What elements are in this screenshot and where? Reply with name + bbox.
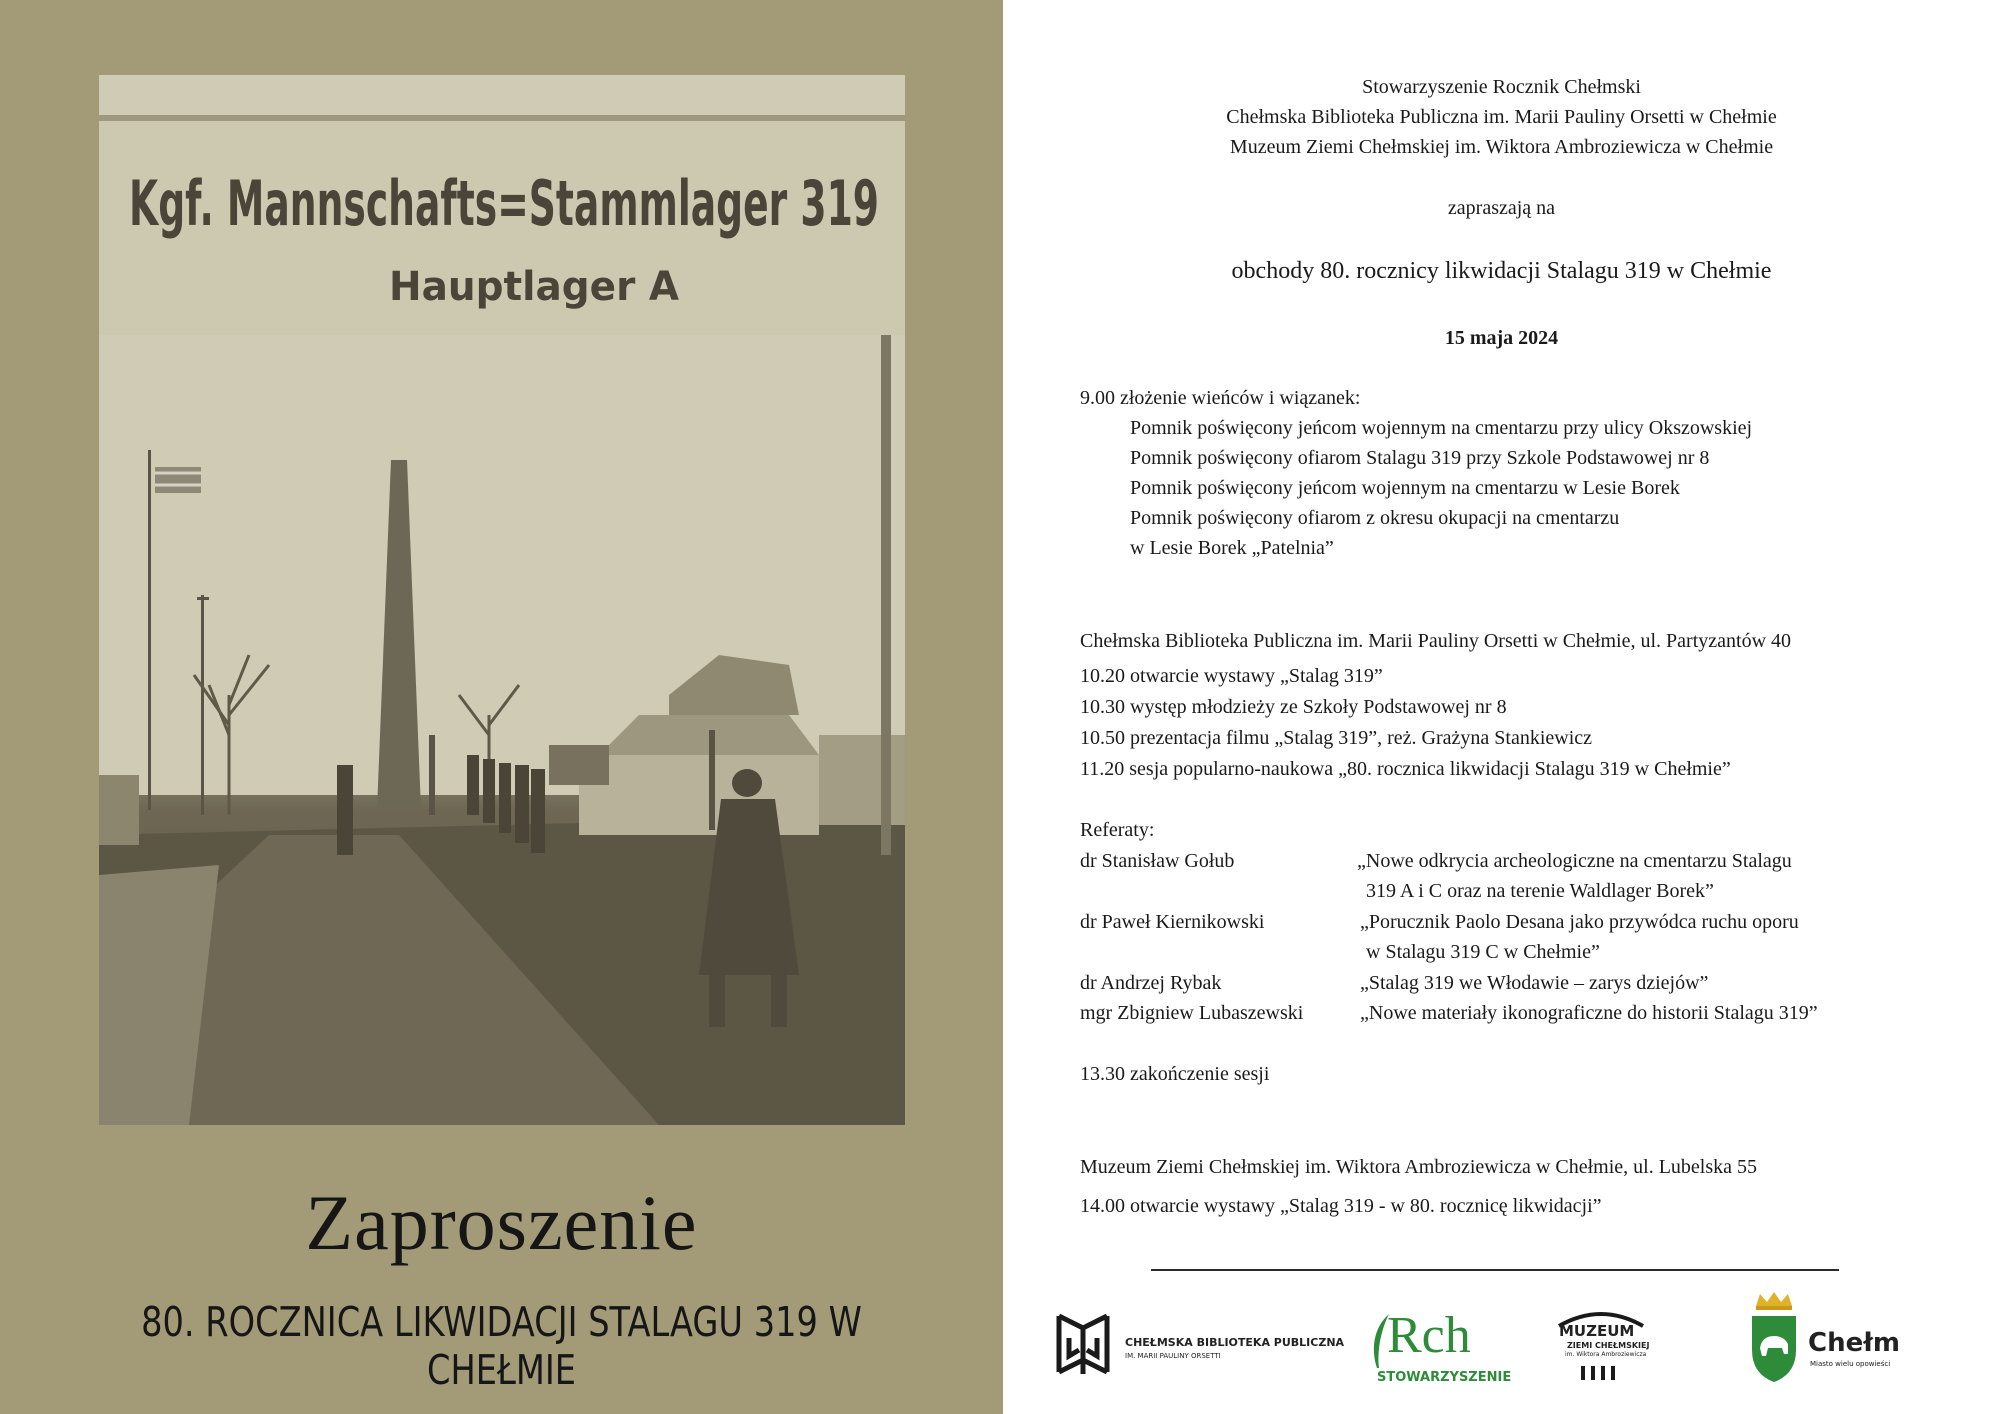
talk-title: „Nowe odkrycia archeologiczne na cmentarzu Stalagu [1357, 850, 1792, 872]
talk-title-cont: 319 A i C oraz na terenie Waldlager Borek” [1366, 880, 1714, 902]
museum-logo [1553, 1308, 1653, 1386]
museum-columns-icon [1579, 1366, 1619, 1380]
organizer-3: Muzeum Ziemi Chełmskiej im. Wiktora Ambroziewicza w Chełmie [1229, 136, 1774, 158]
talk-title: „Nowe materiały ikonograficzne do historii Stalagu 319” [1360, 1002, 1818, 1024]
cover-title: Zaproszenie [305, 1179, 698, 1266]
gate-sign-line1: Kgf. Mannschafts=Stammlager 319 [129, 167, 879, 240]
invitation-panel [1003, 0, 2000, 1414]
divider-line [1151, 1269, 1839, 1271]
wreath-item: Pomnik poświęcony ofiarom Stalagu 319 przy Szkole Podstawowej nr 8 [1130, 447, 1710, 469]
invite-text: zapraszają na [1447, 197, 1556, 219]
chelm-logo [1748, 1288, 1908, 1388]
photo-illustration [99, 75, 905, 1125]
city-slogan: Miasto wielu opowieści [1810, 1360, 1891, 1368]
gate-sign-line2: Hauptlager A [389, 264, 680, 310]
library-book-icon [1055, 1312, 1111, 1378]
organizer-2: Chełmska Biblioteka Publiczna im. Marii Pauliny Orsetti w Chełmie [1226, 106, 1777, 128]
wreath-item: Pomnik poświęcony jeńcom wojennym na cmentarzu przy ulicy Okszowskiej [1130, 417, 1753, 439]
speaker-name: dr Andrzej Rybak [1080, 972, 1222, 994]
talk-title-cont: w Stalagu 319 C w Chełmie” [1366, 941, 1600, 963]
speaker-name: dr Paweł Kiernikowski [1080, 911, 1265, 933]
museum-logo-name: MUZEUM [1559, 1322, 1635, 1340]
organizer-1: Stowarzyszenie Rocznik Chełmski [1362, 76, 1641, 98]
event-date: 15 maja 2024 [1444, 327, 1559, 349]
chelm-crest-icon [1748, 1288, 1800, 1384]
museum-program: 14.00 otwarcie wystawy „Stalag 319 - w 80. rocznicę likwidacji” [1080, 1195, 1602, 1217]
program-item: 10.30 występ młodzieży ze Szkoły Podstawowej nr 8 [1080, 696, 1507, 718]
museum-logo-sub1: ZIEMI CHEŁMSKIEJ [1567, 1341, 1650, 1350]
speaker-name: dr Stanisław Gołub [1080, 850, 1235, 872]
historic-photo [99, 75, 905, 1125]
rch-logo [1365, 1306, 1512, 1386]
talk-title: „Stalag 319 we Włodawie – zarys dziejów” [1360, 972, 1709, 994]
library-logo-sub: IM. MARII PAULINY ORSETTI [1125, 1352, 1221, 1360]
wreath-item: Pomnik poświęcony ofiarom z okresu okupacji na cmentarzu [1130, 507, 1620, 529]
session-closing: 13.30 zakończenie sesji [1080, 1063, 1270, 1085]
cover-subtitle: 80. ROCZNICA LIKWIDACJI STALAGU 319 W CHEŁMIE [141, 1298, 862, 1394]
museum-logo-sub2: im. Wiktora Ambroziewicza [1565, 1351, 1647, 1358]
library-logo-name: CHEŁMSKA BIBLIOTEKA PUBLICZNA [1125, 1336, 1345, 1349]
rch-letters: Rch [1387, 1307, 1471, 1364]
city-name: Chełm [1808, 1328, 1900, 1358]
museum-venue: Muzeum Ziemi Chełmskiej im. Wiktora Ambroziewicza w Chełmie, ul. Lubelska 55 [1080, 1156, 1758, 1178]
talks-heading: Referaty: [1080, 819, 1155, 841]
program-item: 10.50 prezentacja filmu „Stalag 319”, reż. Grażyna Stankiewicz [1080, 727, 1593, 749]
library-venue: Chełmska Biblioteka Publiczna im. Marii Pauliny Orsetti w Chełmie, ul. Partyzantów 40 [1080, 630, 1792, 652]
wreaths-heading: 9.00 złożenie wieńców i wiązanek: [1080, 387, 1361, 409]
rch-sub: STOWARZYSZENIE [1377, 1370, 1512, 1385]
library-logo [1055, 1312, 1345, 1378]
wreath-item: w Lesie Borek „Patelnia” [1130, 537, 1334, 559]
program-item: 10.20 otwarcie wystawy „Stalag 319” [1080, 665, 1383, 687]
program-item: 11.20 sesja popularno-naukowa „80. rocznica likwidacji Stalagu 319 w Chełmie” [1080, 758, 1731, 780]
talk-title: „Porucznik Paolo Desana jako przywódca ruchu oporu [1360, 911, 1799, 933]
event-title: obchody 80. rocznicy likwidacji Stalagu 319 w Chełmie [1231, 258, 1772, 284]
wreath-item: Pomnik poświęcony jeńcom wojennym na cmentarzu w Lesie Borek [1130, 477, 1680, 499]
speaker-name: mgr Zbigniew Lubaszewski [1080, 1002, 1304, 1024]
